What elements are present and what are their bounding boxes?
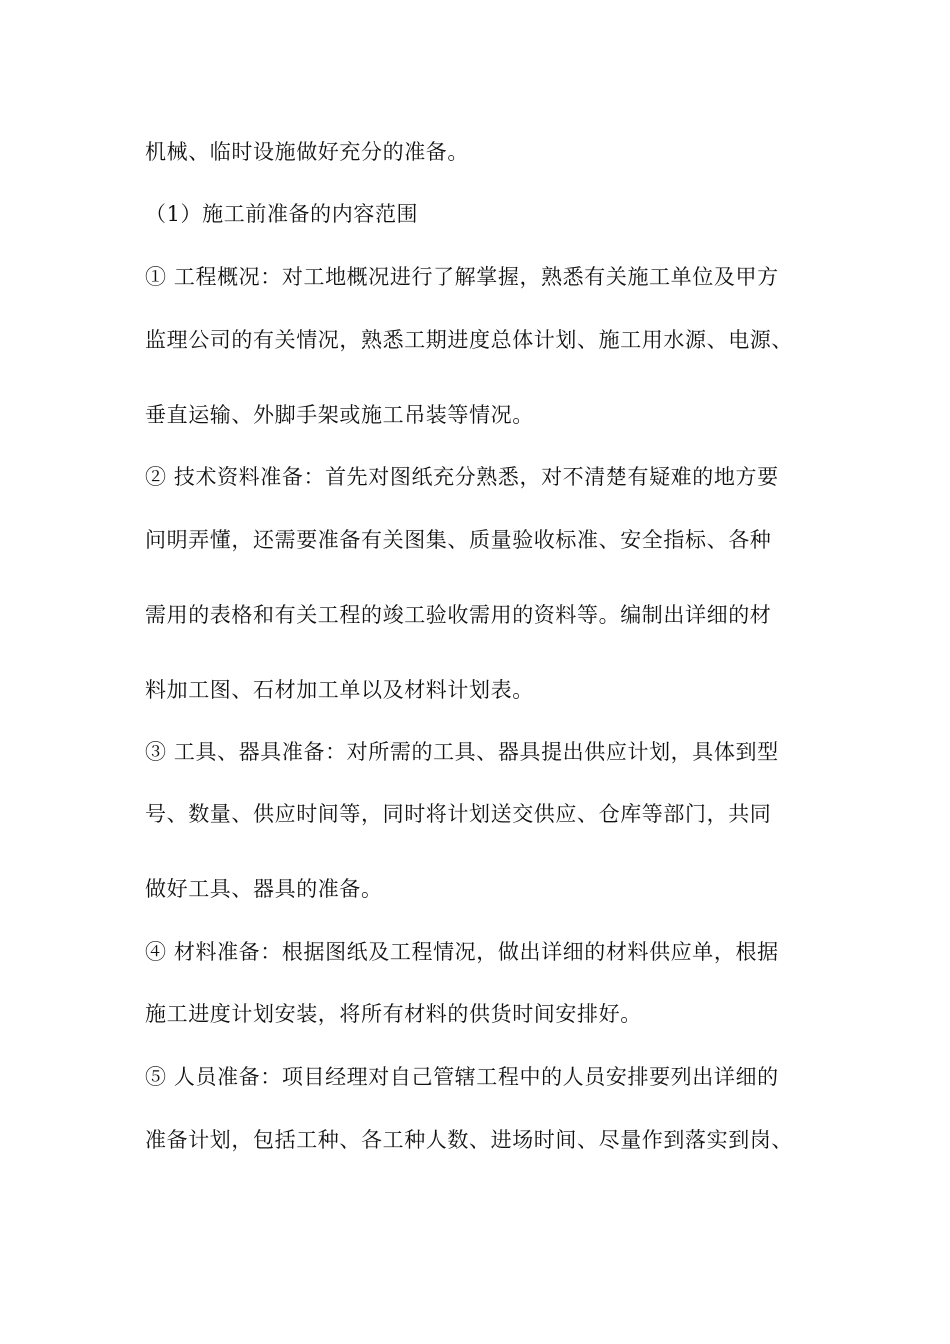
- body-text-line: ③ 工具、器具准备：对所需的工具、器具提出供应计划，具体到型: [145, 740, 779, 764]
- body-text-line: 做好工具、器具的准备。: [145, 877, 383, 901]
- body-text-line: 施工进度计划安装，将所有材料的供货时间安排好。: [145, 1002, 642, 1026]
- section-heading: （1）施工前准备的内容范围: [145, 202, 419, 226]
- body-text-line: ④ 材料准备：根据图纸及工程情况，做出详细的材料供应单，根据: [145, 940, 779, 964]
- body-text-line: 问明弄懂，还需要准备有关图集、质量验收标准、安全指标、各种: [145, 528, 772, 552]
- body-text-line: 准备计划，包括工种、各工种人数、进场时间、尽量作到落实到岗、: [145, 1128, 793, 1152]
- body-text-line: 号、数量、供应时间等，同时将计划送交供应、仓库等部门，共同: [145, 802, 772, 826]
- body-text-line: ② 技术资料准备：首先对图纸充分熟悉，对不清楚有疑难的地方要: [145, 465, 779, 489]
- body-text-line: 机械、临时设施做好充分的准备。: [145, 140, 469, 164]
- body-text-line: 垂直运输、外脚手架或施工吊装等情况。: [145, 403, 534, 427]
- body-text-line: 料加工图、石材加工单以及材料计划表。: [145, 678, 534, 702]
- body-text-line: 需用的表格和有关工程的竣工验收需用的资料等。编制出详细的材: [145, 603, 772, 627]
- body-text-line: ⑤ 人员准备：项目经理对自己管辖工程中的人员安排要列出详细的: [145, 1065, 779, 1089]
- body-text-line: 监理公司的有关情况，熟悉工期进度总体计划、施工用水源、电源、: [145, 328, 793, 352]
- body-text-line: ① 工程概况：对工地概况进行了解掌握，熟悉有关施工单位及甲方: [145, 265, 779, 289]
